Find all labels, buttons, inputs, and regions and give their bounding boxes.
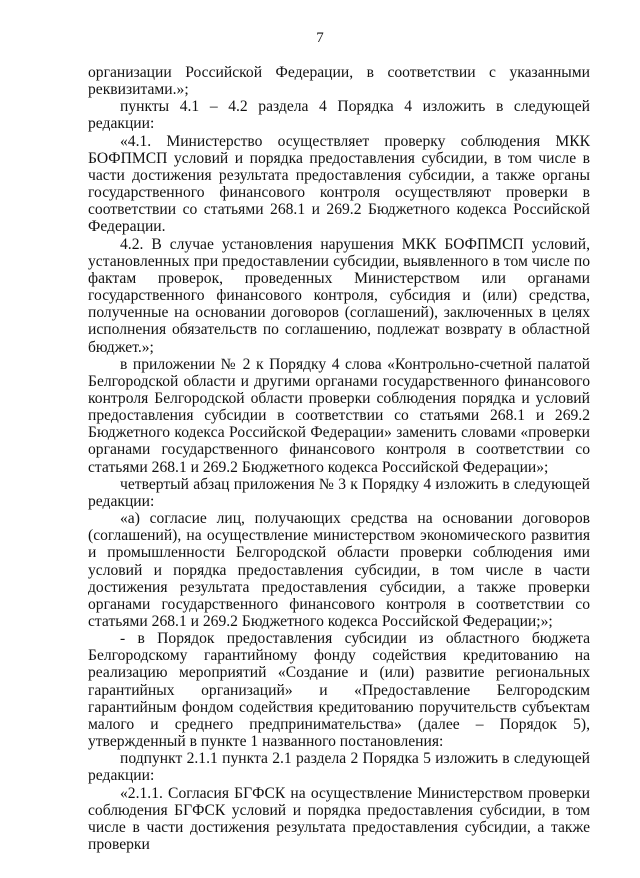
document-body — [88, 64, 590, 853]
paragraph: «2.1.1. Согласия БГФСК на осуществление Министерством проверки соблюдения БГФСК условий и порядка предоставления субсидии, в том числе в части достижения результата предоставления субсидии, а также проверки — [88, 784, 590, 854]
paragraph: организации Российской Федерации, в соответствии с указанными реквизитами.»; — [88, 64, 590, 99]
paragraph: «а) согласие лиц, получающих средства на основании договоров (соглашений), на осуществление министерством экономического развития и промышленности Белгородской области проверки соблюдения ими условий и порядка предоставления субсидии, в том числе в части достижения результата предоставления субсидии, а также проверки органами государственного финансового контроля в соответствии со статьями 268.1 и 269.2 Бюджетного кодекса Российской Федерации;»; — [88, 510, 590, 630]
paragraph: 4.2. В случае установления нарушения МКК БОФПМСП условий, установленных при предоставлении субсидии, выявленного в том числе по фактам проверок, проведенных Министерством или органами государственного финансового контроля, субсидия и (или) средства, полученные на основании договоров (соглашений), заключенных в целях исполнения обязательств по соглашению, подлежат возврату в областной бюджет.»; — [88, 235, 590, 356]
paragraph: подпункт 2.1.1 пункта 2.1 раздела 2 Порядка 5 изложить в следующей редакции: — [88, 750, 590, 785]
paragraph: «4.1. Министерство осуществляет проверку соблюдения МКК БОФПМСП условий и порядка предоставления субсидии, в том числе в части достижения результата предоставления субсидии, а также органы государственного финансового контроля осуществляют проверки в соответствии со статьями 268.1 и 269.2 Бюджетного кодекса Российской Федерации. — [88, 132, 590, 236]
page-number: 7 — [316, 30, 324, 46]
paragraph: в приложении № 2 к Порядку 4 слова «Контрольно-счетной палатой Белгородской области и другими органами государственного финансового контроля Белгородской области проверки соблюдения порядка и условий предоставления субсидии в соответствии со статьями 268.1 и 269.2 Бюджетного кодекса Российской Федерации» заменить словами «проверки органами государственного финансового контроля в соответствии со статьями 268.1 и 269.2 Бюджетного кодекса Российской Федерации»; — [88, 355, 590, 476]
paragraph: пункты 4.1 – 4.2 раздела 4 Порядка 4 изложить в следующей редакции: — [88, 98, 590, 133]
paragraph: - в Порядок предоставления субсидии из областного бюджета Белгородскому гарантийному фонду содействия кредитованию на реализацию мероприятий «Создание и (или) развитие региональных гарантийных организаций» и «Предоставление Белгородским гарантийным фондом содействия кредитованию поручительств субъектам малого и среднего предпринимательства» (далее – Порядок 5), утвержденный в пункте 1 названного постановления: — [88, 630, 590, 751]
paragraph: четвертый абзац приложения № 3 к Порядку 4 изложить в следующей редакции: — [88, 475, 590, 510]
